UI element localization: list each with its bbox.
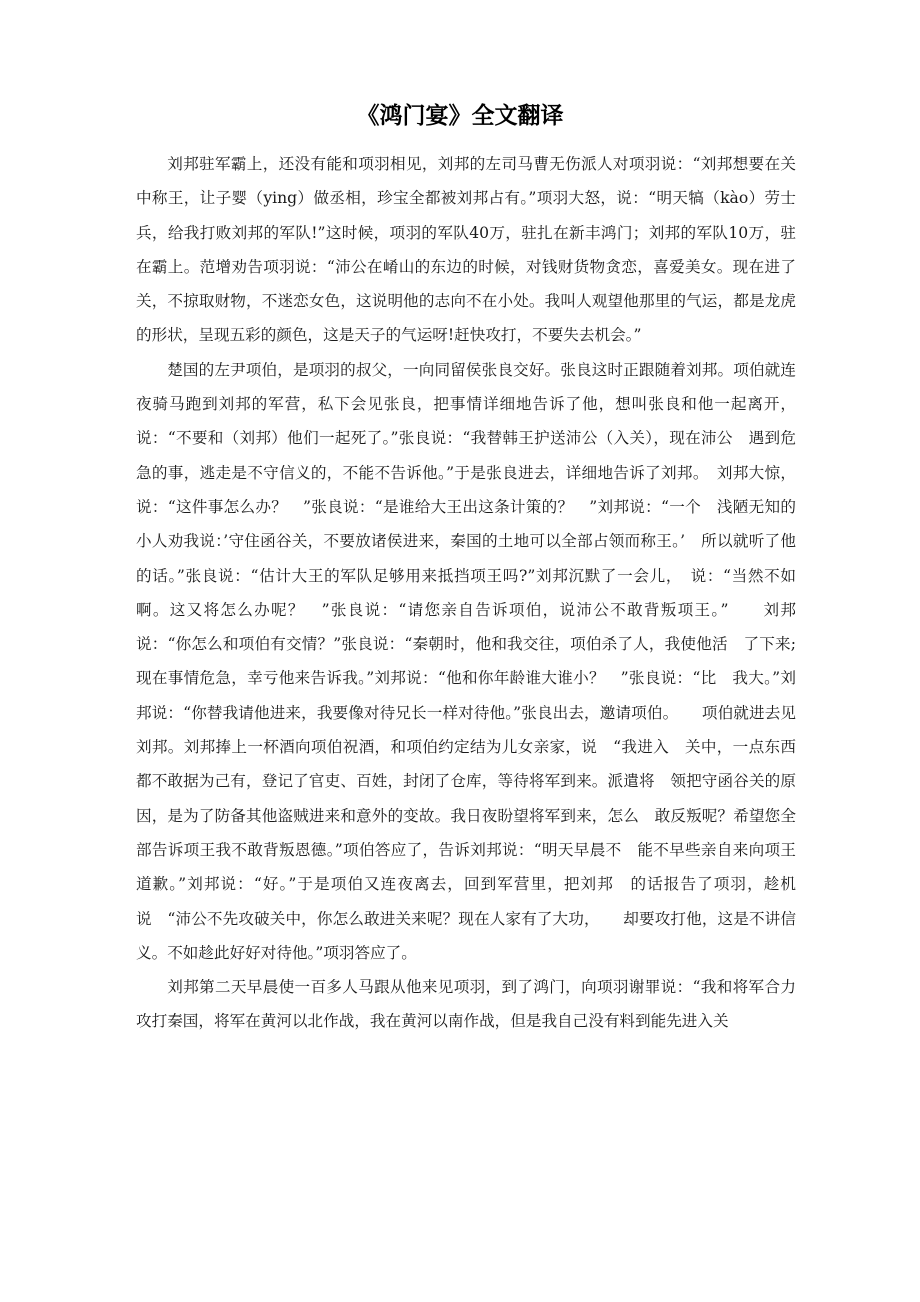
document-title: 《鸿门宴》全文翻译	[356, 103, 564, 129]
paragraph-1: 刘邦驻军霸上，还没有能和项羽相见，刘邦的左司马曹无伤派人对项羽说：“刘邦想要在关中称王，让子婴（ying）做丞相，珍宝全都被刘邦占有。”项羽大怒，说：“明天犒（kào）劳士兵，给我打败刘邦的军队!”这时候，项羽的军队40万，驻扎在新丰鸿门；刘邦的军队10万，驻在霸上。范增劝告项羽说：“沛公在崤山的东边的时候，对钱财货物贪恋，喜爱美女。现在进了关，不掠取财物，不迷恋女色，这说明他的志向不在小处。我叫人观望他那里的气运，都是龙虎的形状，呈现五彩的颜色，这是天子的气运呀!赶快攻打，不要失去机会。”	[136, 155, 796, 345]
document-body	[136, 147, 796, 1039]
paragraph-3: 刘邦第二天早晨使一百多人马跟从他来见项羽，到了鸿门，向项羽谢罪说：“我和将军合力攻打秦国，将军在黄河以北作战，我在黄河以南作战，但是我自己没有料到能先进入关	[136, 978, 796, 1031]
paragraph-2: 楚国的左尹项伯，是项羽的叔父，一向同留侯张良交好。张良这时正跟随着刘邦。项伯就连夜骑马跑到刘邦的军营，私下会见张良，把事情详细地告诉了他，想叫张良和他一起离开，说：“不要和（刘邦）他们一起死了。”张良说：“我替韩王护送沛公（入关），现在沛公 遇到危急的事，逃走是不守信义的，不能不告诉他。”于是张良进去，详细地告诉了刘邦。 刘邦大惊，说：“这件事怎么办？ ”张良说：“是谁给大王出这条计策的？ ”刘邦说：“一个 浅陋无知的小人劝我说：’守住函谷关，不要放诸侯进来，秦国的土地可以全部占领而称王。’ 所以就听了他的话。”张良说：“估计大王的军队足够用来抵挡项王吗?”刘邦沉默了一会儿， 说：“当然不如啊。这又将怎么办呢？ ”张良说：“请您亲自告诉项伯，说沛公不敢背叛项王。” 刘邦说：“你怎么和项伯有交情？”张良说：“秦朝时，他和我交往，项伯杀了人，我使他活 了下来;现在事情危急，幸亏他来告诉我。”刘邦说：“他和你年龄谁大谁小？ ”张良说：“比 我大。”刘邦说：“你替我请他进来，我要像对待兄长一样对待他。”张良出去，邀请项伯。 项伯就进去见刘邦。刘邦捧上一杯酒向项伯祝酒，和项伯约定结为儿女亲家，说 “我进入 关中，一点东西都不敢据为己有，登记了官吏、百姓，封闭了仓库，等待将军到来。派遣将 领把守函谷关的原因，是为了防备其他盗贼进来和意外的变故。我日夜盼望将军到来，怎么 敢反叛呢？希望您全部告诉项王我不敢背叛恩德。”项伯答应了，告诉刘邦说：“明天早晨不 能不早些亲自来向项王道歉。”刘邦说：“好。”于是项伯又连夜离去，回到军营里，把刘邦 的话报告了项羽，趁机说 “沛公不先攻破关中，你怎么敢进关来呢？现在人家有了大功， 却要攻打他，这是不讲信义。不如趁此好好对待他。”项羽答应了。	[136, 360, 796, 962]
